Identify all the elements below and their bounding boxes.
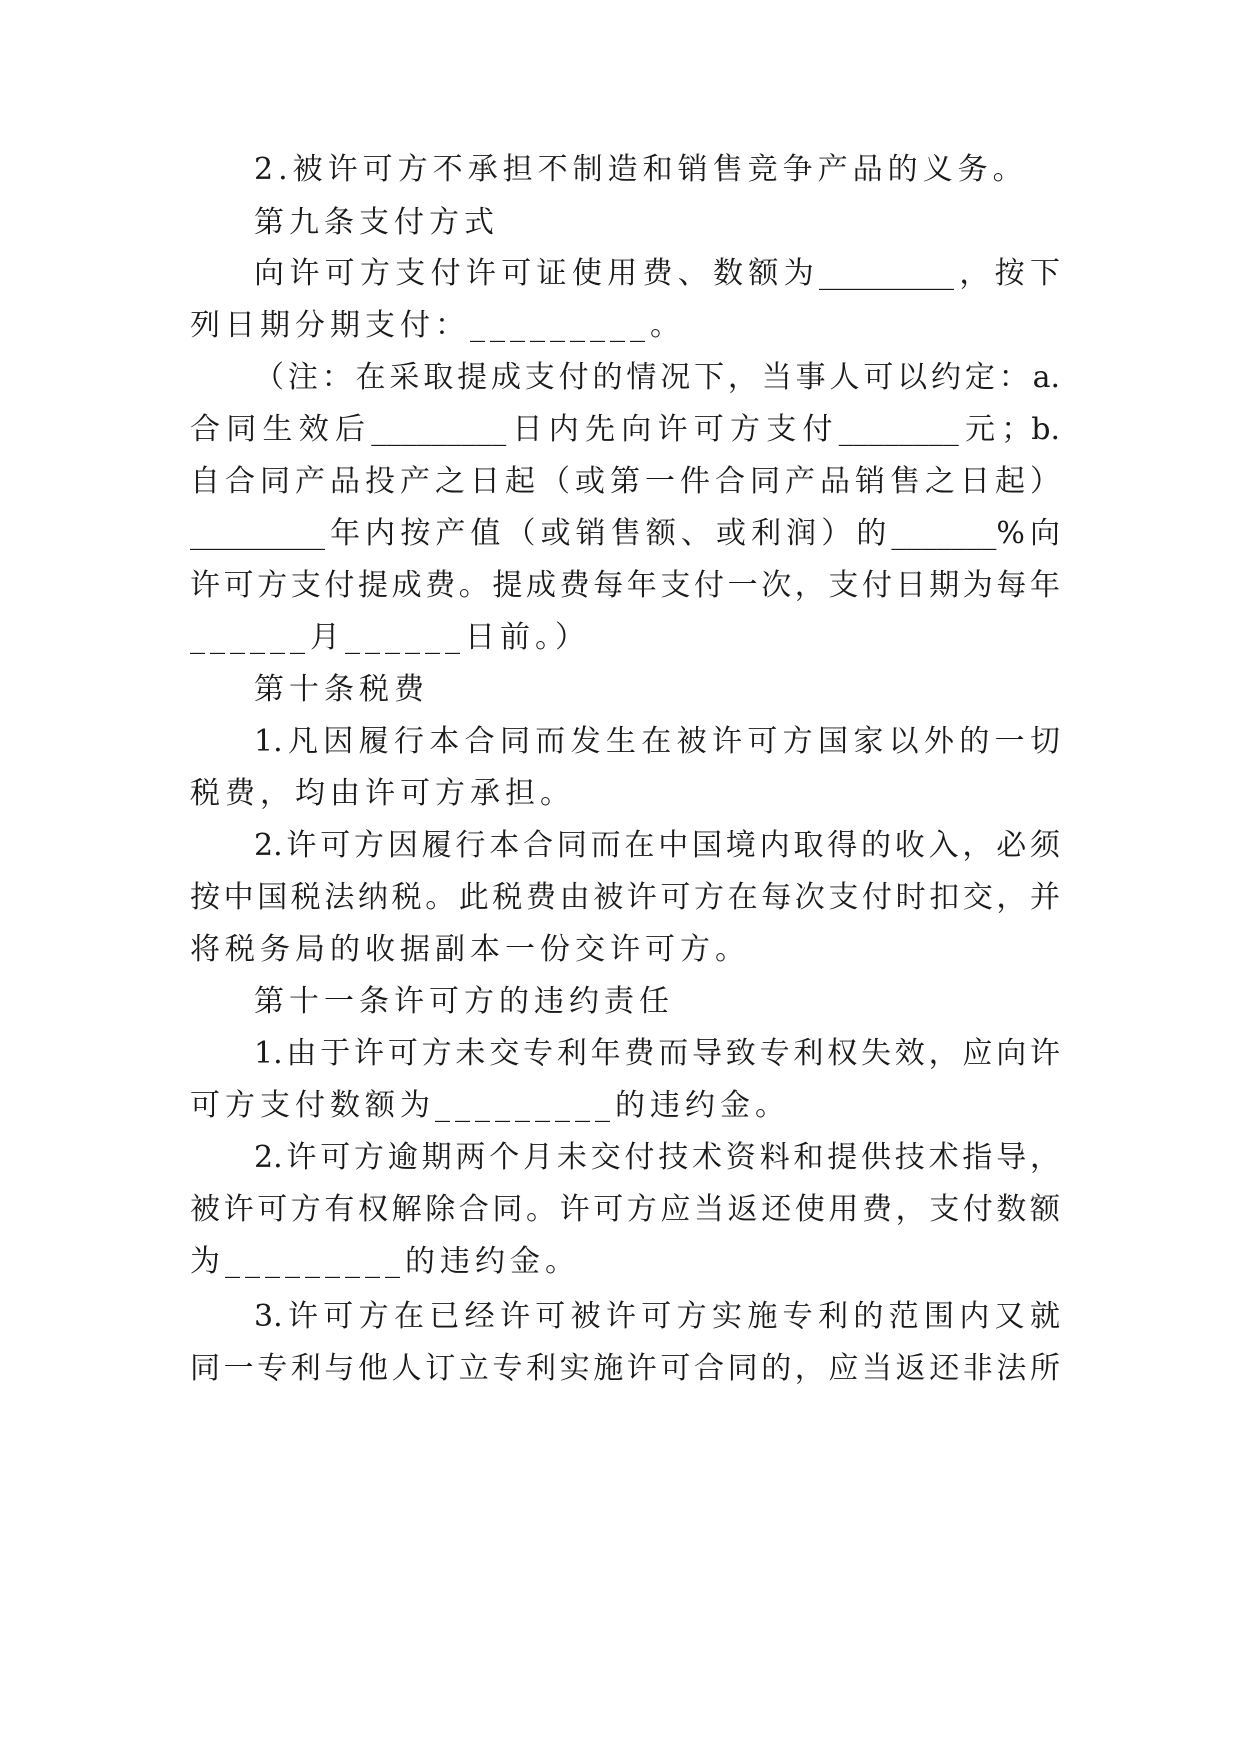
- heading-article-11: 第十一条许可方的违约责任: [254, 984, 674, 1019]
- line-tax-2-end: 将税务局的收据副本一份交许可方。: [190, 932, 750, 967]
- line-tax-1: 1.凡因履行本合同而发生在被许可方国家以外的一切: [254, 724, 1060, 759]
- line-tax-1-cont: 税费，均由许可方承担。: [190, 776, 575, 811]
- line-breach-2-end: 为_________的违约金。: [190, 1244, 580, 1279]
- line-payment-dates: 列日期分期支付：_________。: [190, 308, 685, 343]
- heading-article-9: 第九条支付方式: [254, 205, 499, 240]
- heading-article-10: 第十条税费: [254, 672, 429, 707]
- line-breach-1: 1.由于许可方未交专利年费而导致专利权失效，应向许: [254, 1036, 1060, 1071]
- line-tax-2-cont: 按中国税法纳税。此税费由被许可方在每次支付时扣交，并: [190, 880, 1060, 915]
- line-breach-3-cont: 同一专利与他人订立专利实施许可合同的，应当返还非法所: [190, 1351, 1060, 1386]
- line-note-start: （注：在采取提成支付的情况下，当事人可以约定：a.: [254, 360, 1060, 395]
- line-breach-2-cont: 被许可方有权解除合同。许可方应当返还使用费，支付数额: [190, 1192, 1060, 1227]
- line-breach-3: 3.许可方在已经许可被许可方实施专利的范围内又就: [254, 1299, 1060, 1334]
- line-tax-2: 2.许可方因履行本合同而在中国境内取得的收入，必须: [254, 828, 1060, 863]
- line-note-royalty: 许可方支付提成费。提成费每年支付一次，支付日期为每年: [190, 568, 1060, 603]
- line-payment-amount: 向许可方支付许可证使用费、数额为_________，按下: [254, 256, 1060, 291]
- line-breach-1-cont: 可方支付数额为_________的违约金。: [190, 1088, 790, 1123]
- line-note-percentage: _________年内按产值（或销售额、或利润）的_______%向: [190, 516, 1060, 551]
- line-breach-2: 2.许可方逾期两个月未交付技术资料和提供技术指导，: [254, 1140, 1060, 1175]
- line-clause-2-obligation: 2.被许可方不承担不制造和销售竞争产品的义务。: [254, 152, 1028, 187]
- line-note-effective: 合同生效后_________日内先向许可方支付________元；b.: [190, 412, 1060, 447]
- line-note-date: ______月______日前。）: [190, 620, 590, 655]
- line-note-production: 自合同产品投产之日起（或第一件合同产品销售之日起）: [190, 464, 1060, 499]
